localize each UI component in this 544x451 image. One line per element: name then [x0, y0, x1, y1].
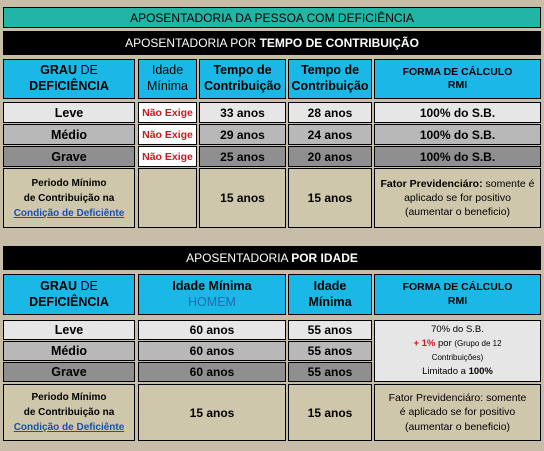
row-grave-tempo-homem: 25 anos: [199, 146, 286, 167]
header-tempo-mulher: Tempo de Contribuição: [288, 59, 372, 99]
row-leve-tempo-homem: 33 anos: [199, 102, 286, 123]
row2-leve-grau: Leve: [3, 320, 135, 340]
fator-previdenciario-note-2: Fator Previdenciáro: somente é aplicado se for positivo (aumentar o beneficio): [374, 384, 541, 441]
row-medio-rmi: 100% do S.B.: [374, 124, 541, 145]
header2-grau: GRAU DE DEFICIÊNCIA: [3, 274, 135, 315]
row-grave-grau: Grave: [3, 146, 135, 167]
min-period-homem-2: 15 anos: [138, 384, 286, 441]
min-period-homem: 15 anos: [199, 168, 286, 228]
row2-grave-grau: Grave: [3, 362, 135, 382]
row-leve-grau: Leve: [3, 102, 135, 123]
header-forma-calculo: FORMA DE CÁLCULO RMI: [374, 59, 541, 99]
rmi-idade-formula: 70% do S.B. + 1% por (Grupo de 12 Contribuições) Limitado a 100%: [374, 320, 541, 382]
row-grave-rmi: 100% do S.B.: [374, 146, 541, 167]
row-leve-rmi: 100% do S.B.: [374, 102, 541, 123]
row2-grave-homem: 60 anos: [138, 362, 286, 382]
section2-title: APOSENTADORIA POR IDADE: [3, 246, 541, 270]
row-grave-idade: Não Exige: [138, 146, 197, 167]
row2-grave-mulher: 55 anos: [288, 362, 372, 382]
row2-medio-grau: Médio: [3, 341, 135, 361]
min-period-label: Periodo Mínimo de Contribuição na Condição de Deficiênte: [3, 168, 135, 228]
row2-medio-homem: 60 anos: [138, 341, 286, 361]
min-period-label-2: Periodo Mínimo de Contribuição na Condição de Deficiênte: [3, 384, 135, 441]
row-medio-grau: Médio: [3, 124, 135, 145]
row2-leve-mulher: 55 anos: [288, 320, 372, 340]
min-period-mulher: 15 anos: [288, 168, 372, 228]
row-leve-tempo-mulher: 28 anos: [288, 102, 372, 123]
header2-idade-homem: Idade Mínima HOMEM: [138, 274, 286, 315]
row-medio-tempo-mulher: 24 anos: [288, 124, 372, 145]
row2-medio-mulher: 55 anos: [288, 341, 372, 361]
section1-title: APOSENTADORIA POR TEMPO DE CONTRIBUIÇÃO: [3, 31, 541, 55]
row-medio-tempo-homem: 29 anos: [199, 124, 286, 145]
condicao-deficiente-link[interactable]: Condição de Deficiênte: [13, 207, 125, 219]
min-period-mulher-2: 15 anos: [288, 384, 372, 441]
header-grau: GRAU DE DEFICIÊNCIA: [3, 59, 135, 99]
row-grave-tempo-mulher: 20 anos: [288, 146, 372, 167]
main-title: APOSENTADORIA DA PESSOA COM DEFICIÊNCIA: [3, 7, 541, 28]
min-period-idade-empty: [138, 168, 197, 228]
condicao-deficiente-link-2[interactable]: Condição de Deficiênte: [13, 422, 125, 433]
row-medio-idade: Não Exige: [138, 124, 197, 145]
row-leve-idade: Não Exige: [138, 102, 197, 123]
header2-idade-mulher: Idade Mínima: [288, 274, 372, 315]
header-tempo-homem: Tempo de Contribuição: [199, 59, 286, 99]
header2-forma-calculo: FORMA DE CÁLCULO RMI: [374, 274, 541, 315]
fator-previdenciario-note: Fator Previdenciáro: somente é aplicado se for positivo (aumentar o beneficio): [374, 168, 541, 228]
row2-leve-homem: 60 anos: [138, 320, 286, 340]
header-idade-minima: Idade Mínima: [138, 59, 197, 99]
